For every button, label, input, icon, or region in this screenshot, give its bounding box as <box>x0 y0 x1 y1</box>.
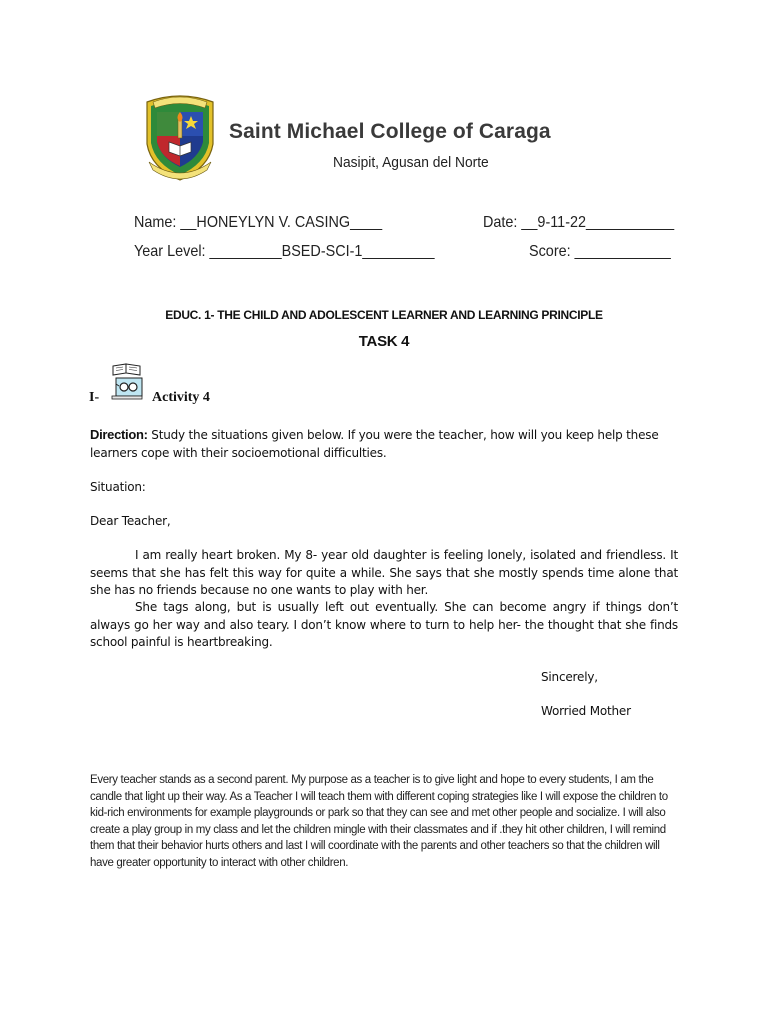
student-answer-paragraph: Every teacher stands as a second parent. My purpose as a teacher is to give light and hope to every students, I am the candle that light up their way. As a Teacher I will teach them with different coping strategies like I will expose the children to kid-rich environments for example playgrounds or park so that they can see and met other people and socialize. I will also create a play group in my class and let the children mingle with their classmates and if .they hit other children, I will remind them that their behavior hurts others and last I will coordinate with the parents and other teachers so that the children will have greater opportunity to interact with other children. <box>90 774 668 869</box>
student-name-line: Name: __HONEYLYN V. CASING____ <box>134 214 383 231</box>
letter-paragraph-2: She tags along, but is usually left out eventually. She can become angry if things don’t always go her way and also teary. I don’t know where to turn to help her- the thought that she finds school painful is heartbreaking. <box>90 600 678 649</box>
letter-paragraph-1: I am really heart broken. My 8- year old daughter is feeling lonely, isolated and friendless. It seems that she has felt this way for quite a while. She says that she mostly spends time alone that she has no friends because no one wants to play with her. <box>90 548 678 597</box>
year-level-line: Year Level: _________BSED-SCI-1_________ <box>134 243 435 260</box>
college-address: Nasipit, Agusan del Norte <box>333 154 489 171</box>
activity-numeral: I- <box>89 390 100 405</box>
college-seal-logo <box>143 92 217 182</box>
date-line: Date: __9-11-22___________ <box>483 214 675 231</box>
task-title: TASK 4 <box>358 333 410 350</box>
letter-closing: Sincerely, <box>541 670 598 684</box>
book-reading-icon <box>110 362 144 400</box>
direction-text: Study the situations given below. If you were the teacher, how will you keep help these learners cope with their socioemotional difficulties. <box>90 428 659 460</box>
score-line: Score: ____________ <box>529 243 671 260</box>
college-name: Saint Michael College of Caraga <box>229 120 551 143</box>
letter-salutation: Dear Teacher, <box>90 514 171 528</box>
activity-label: Activity 4 <box>152 390 210 405</box>
letter-signature: Worried Mother <box>541 704 631 718</box>
situation-label: Situation: <box>90 480 146 494</box>
direction-paragraph <box>90 426 678 462</box>
course-title: EDUC. 1- THE CHILD AND ADOLESCENT LEARNER AND LEARNING PRINCIPLE <box>165 308 603 322</box>
direction-label: Direction: <box>90 427 148 442</box>
